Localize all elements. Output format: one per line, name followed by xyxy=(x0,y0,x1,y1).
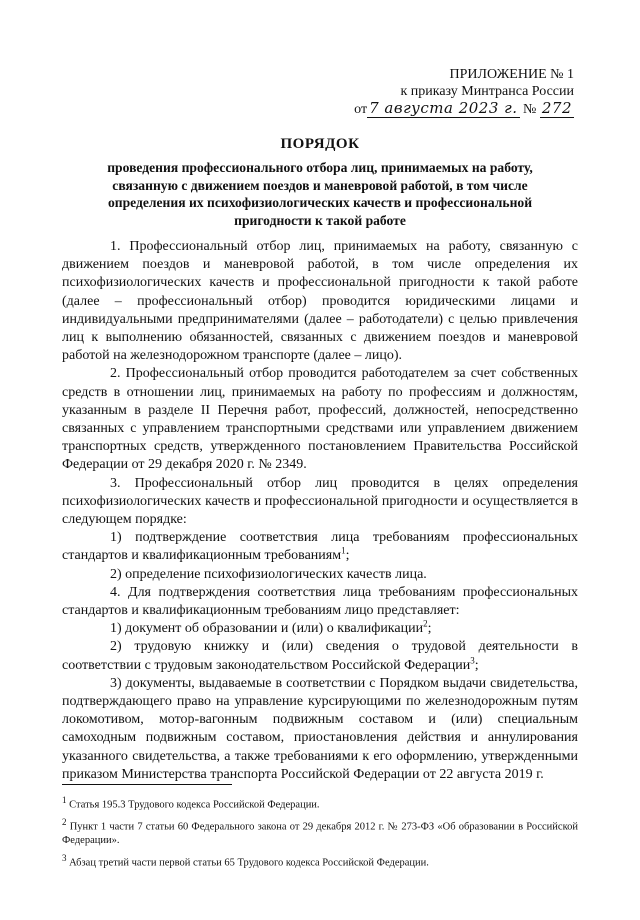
paragraph-3: 3. Профессиональный отбор лиц проводится в целях определения психофизиологических качеств и профессиональной пригодности и осуществляется в следующем порядке: xyxy=(62,475,578,528)
paragraph-1: 1. Профессиональный отбор лиц, принимаемых на работу, связанную с движением поездов и маневровой работой, в том числе определения их психофизиологических качеств и профессиональной пригодности к такой работе (далее – профессиональный отбор) проводится юридическими лицами и индивидуальными предпринимателями (далее – работодатели) с целью привлечения лиц к выполнению обязанностей, связанных с движением поездов и маневровой работой на железнодорожном транспорте (далее – лицо). xyxy=(62,239,578,364)
handwritten-number: 272 xyxy=(541,99,572,117)
paragraph-4-item-3: 3) документы, выдаваемые в соответствии с Порядком выдачи свидетельства, подтверждающего право на управление курсирующими по железнодорожным путям локомотивом, мотор-вагонным подвижным составом и (или) специальным самоходным подвижным составом, приостановления действия и аннулирования указанного свидетельства, а также требованиями к его оформлению, утвержденными приказом Министерства транспорта Российской Федерации от 22 августа 2019 г. xyxy=(62,675,578,782)
annex-block xyxy=(354,66,574,118)
footnote-2: $^2$ Пункт 1 части 7 статьи 60 Федерального закона от 29 декабря 2012 г. № 273-ФЗ «Об образовании в Российской Федерации». xyxy=(62,817,579,846)
footnote-ref-3: 3 xyxy=(470,655,475,666)
date-prefix: от xyxy=(354,102,368,117)
paragraph-2: 2. Профессиональный отбор проводится работодателем за счет собственных средств в отношении лиц, принимаемых на работу по профессиям и должностям, указанным в разделе II Перечня работ, профессий, должностей, непосредственно связанных с управлением транспортными средствами или управлением движением транспортных средств, утвержденного постановлением Правительства Российской Федерации от 29 декабря 2020 г. № 2349. xyxy=(62,366,578,473)
paragraph-4-item-2: 2) трудовую книжку и (или) сведения о трудовой деятельности в соответствии с трудовым законодательством Российской Федерации$^3$; xyxy=(62,639,578,673)
paragraph-3-item-2: 2) определение психофизиологических качеств лица. xyxy=(110,566,427,582)
title-heading: ПОРЯДОК xyxy=(280,136,360,152)
footnote-ref-2: 2 xyxy=(423,618,428,629)
footnote-1: $^1$ Статья 195.3 Трудового кодекса Российской Федерации. xyxy=(62,795,320,811)
paragraph-3-item-1: 1) подтверждение соответствия лица требованиям профессиональных стандартов и квалификационным требованиям$^1$; xyxy=(62,530,578,564)
footnotes xyxy=(62,794,578,874)
annex-order-line: к приказу Минтранса России xyxy=(400,84,574,99)
handwritten-date: 7 августа 2023 г. xyxy=(369,99,518,117)
title-subtitle: проведения профессионального отбора лиц, принимаемых на работу, связанную с движением поездов и маневровой работой, в том числе определения их психофизиологических качеств и профессиональной пригодности к такой работе xyxy=(107,160,533,228)
footnote-separator xyxy=(62,784,232,785)
paragraph-4: 4. Для подтверждения соответствия лица требованиям профессиональных стандартов и квалификационным требованиям лицо представляет: xyxy=(62,584,578,619)
footnote-ref-1: 1 xyxy=(341,545,346,556)
annex-date-line xyxy=(354,100,574,118)
footnote-3: $^3$ Абзац третий части первой статьи 65 Трудового кодекса Российской Федерации. xyxy=(62,852,429,868)
number-prefix: № xyxy=(523,102,537,117)
paragraph-4-item-1: 1) документ об образовании и (или) о квалификации$^2$; xyxy=(110,618,432,637)
annex-title: ПРИЛОЖЕНИЕ № 1 xyxy=(449,67,574,82)
document-body xyxy=(62,238,578,784)
document-title xyxy=(90,136,550,229)
